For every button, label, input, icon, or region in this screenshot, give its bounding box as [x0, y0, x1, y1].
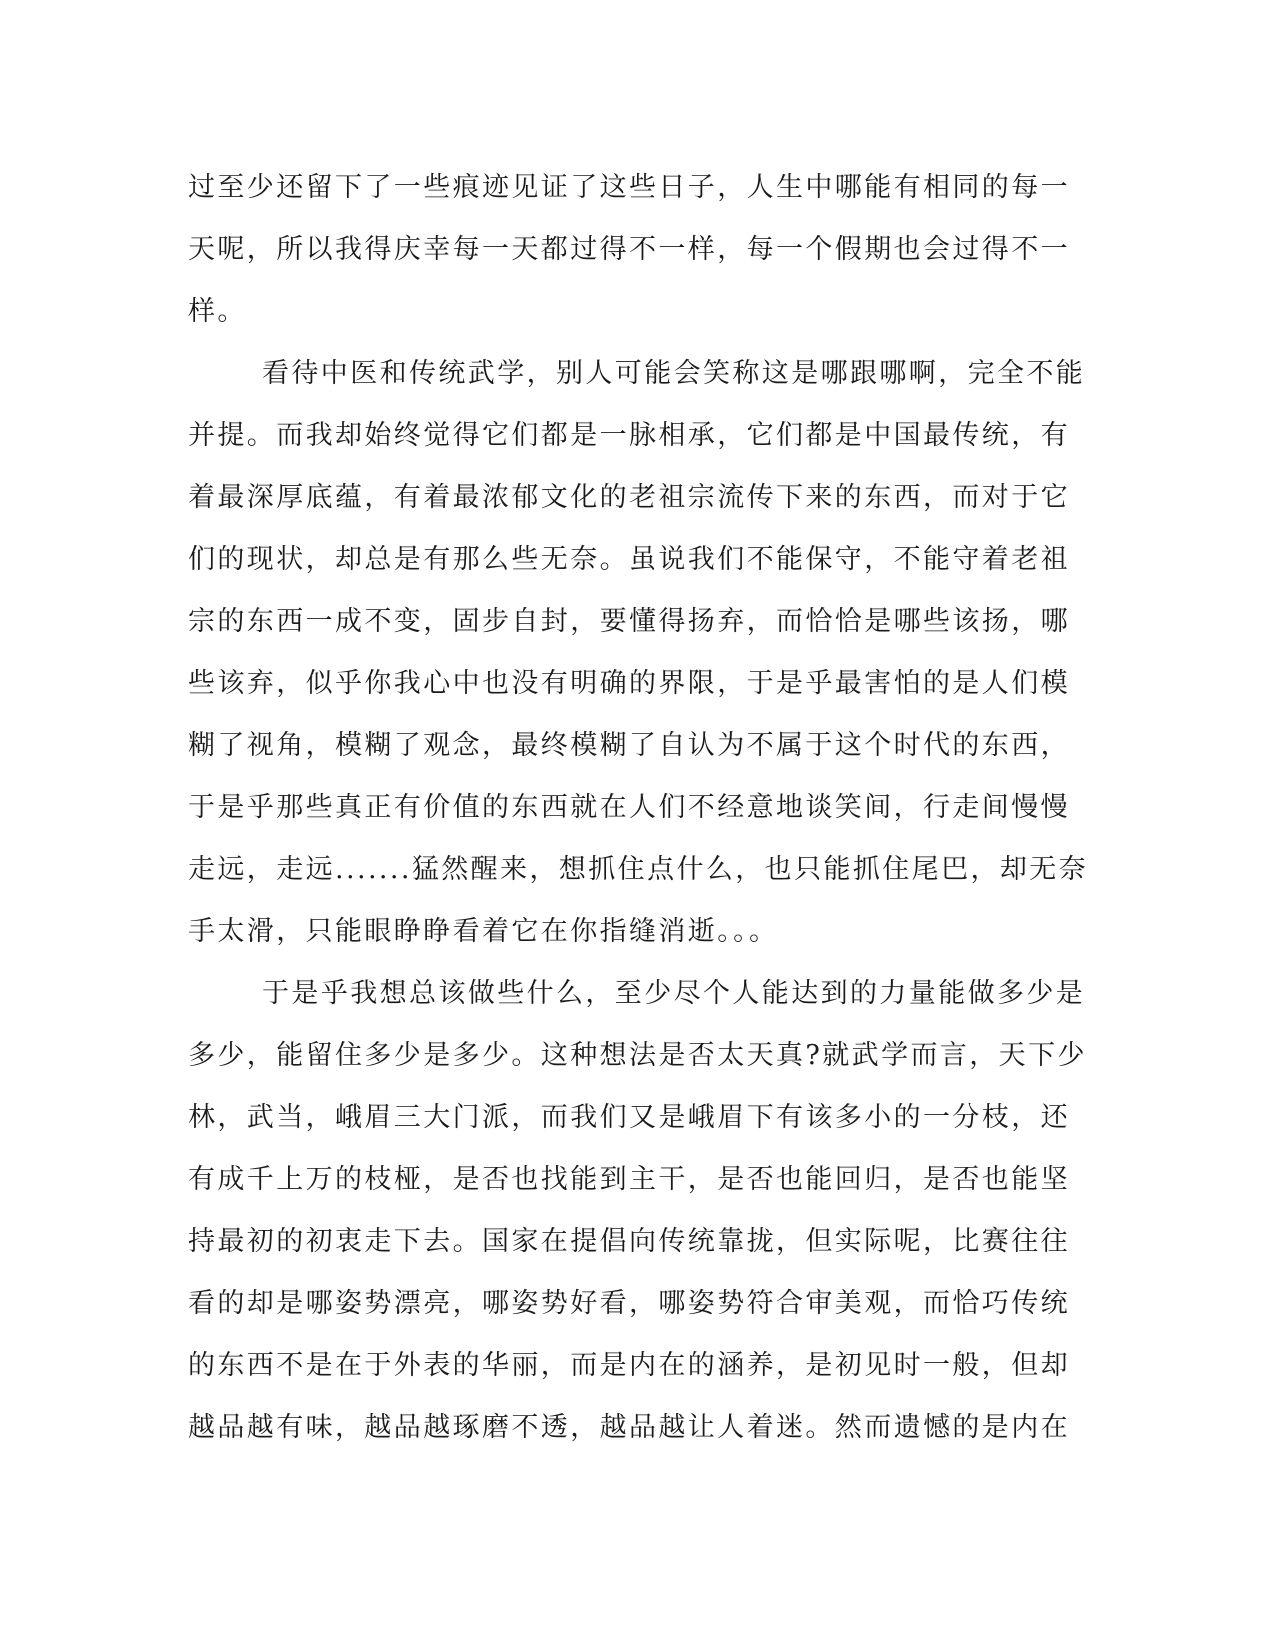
text-line: 天呢，所以我得庆幸每一天都过得不一样，每一个假期也会过得不一 — [188, 234, 1070, 265]
text-line: 看的却是哪姿势漂亮，哪姿势好看，哪姿势符合审美观，而恰巧传统 — [188, 1288, 1070, 1319]
text-line: 多少，能留住多少是多少。这种想法是否太天真?就武学而言，天下少 — [188, 1040, 1087, 1071]
text-line: 持最初的初衷走下去。国家在提倡向传统靠拢，但实际呢，比赛往往 — [188, 1226, 1070, 1257]
text-line: 有成千上万的枝桠，是否也找能到主干，是否也能回归，是否也能坚 — [188, 1164, 1070, 1195]
text-line: 林，武当，峨眉三大门派，而我们又是峨眉下有该多小的一分枝，还 — [188, 1102, 1070, 1133]
paragraph-start-line: 于是乎我想总该做些什么，至少尽个人能达到的力量能做多少是 — [262, 978, 1086, 1009]
text-line: 过至少还留下了一些痕迹见证了这些日子，人生中哪能有相同的每一 — [188, 172, 1070, 203]
text-line: 的东西不是在于外表的华丽，而是内在的涵养，是初见时一般，但却 — [188, 1350, 1070, 1381]
text-line: 样。 — [188, 296, 247, 327]
text-line: 越品越有味，越品越琢磨不透，越品越让人着迷。然而遗憾的是内在 — [188, 1412, 1070, 1443]
text-line: 手太滑，只能眼睁睁看着它在你指缝消逝。。。 — [188, 916, 779, 947]
text-line: 着最深厚底蕴，有着最浓郁文化的老祖宗流传下来的东西，而对于它 — [188, 482, 1070, 513]
body-text — [188, 157, 1088, 1459]
text-line: 些该弃，似乎你我心中也没有明确的界限，于是乎最害怕的是人们模 — [188, 668, 1070, 699]
text-line: 宗的东西一成不变，固步自封，要懂得扬弃，而恰恰是哪些该扬，哪 — [188, 606, 1070, 637]
text-line: 于是乎那些真正有价值的东西就在人们不经意地谈笑间，行走间慢慢 — [188, 792, 1070, 823]
text-line: 并提。而我却始终觉得它们都是一脉相承，它们都是中国最传统，有 — [188, 420, 1070, 451]
paragraph-start-line: 看待中医和传统武学，别人可能会笑称这是哪跟哪啊，完全不能 — [262, 358, 1086, 389]
text-line: 走远，走远.......猛然醒来，想抓住点什么，也只能抓住尾巴，却无奈 — [188, 854, 1088, 885]
text-line: 们的现状，却总是有那么些无奈。虽说我们不能保守，不能守着老祖 — [188, 544, 1070, 575]
text-line: 糊了视角，模糊了观念，最终模糊了自认为不属于这个时代的东西， — [188, 730, 1070, 761]
